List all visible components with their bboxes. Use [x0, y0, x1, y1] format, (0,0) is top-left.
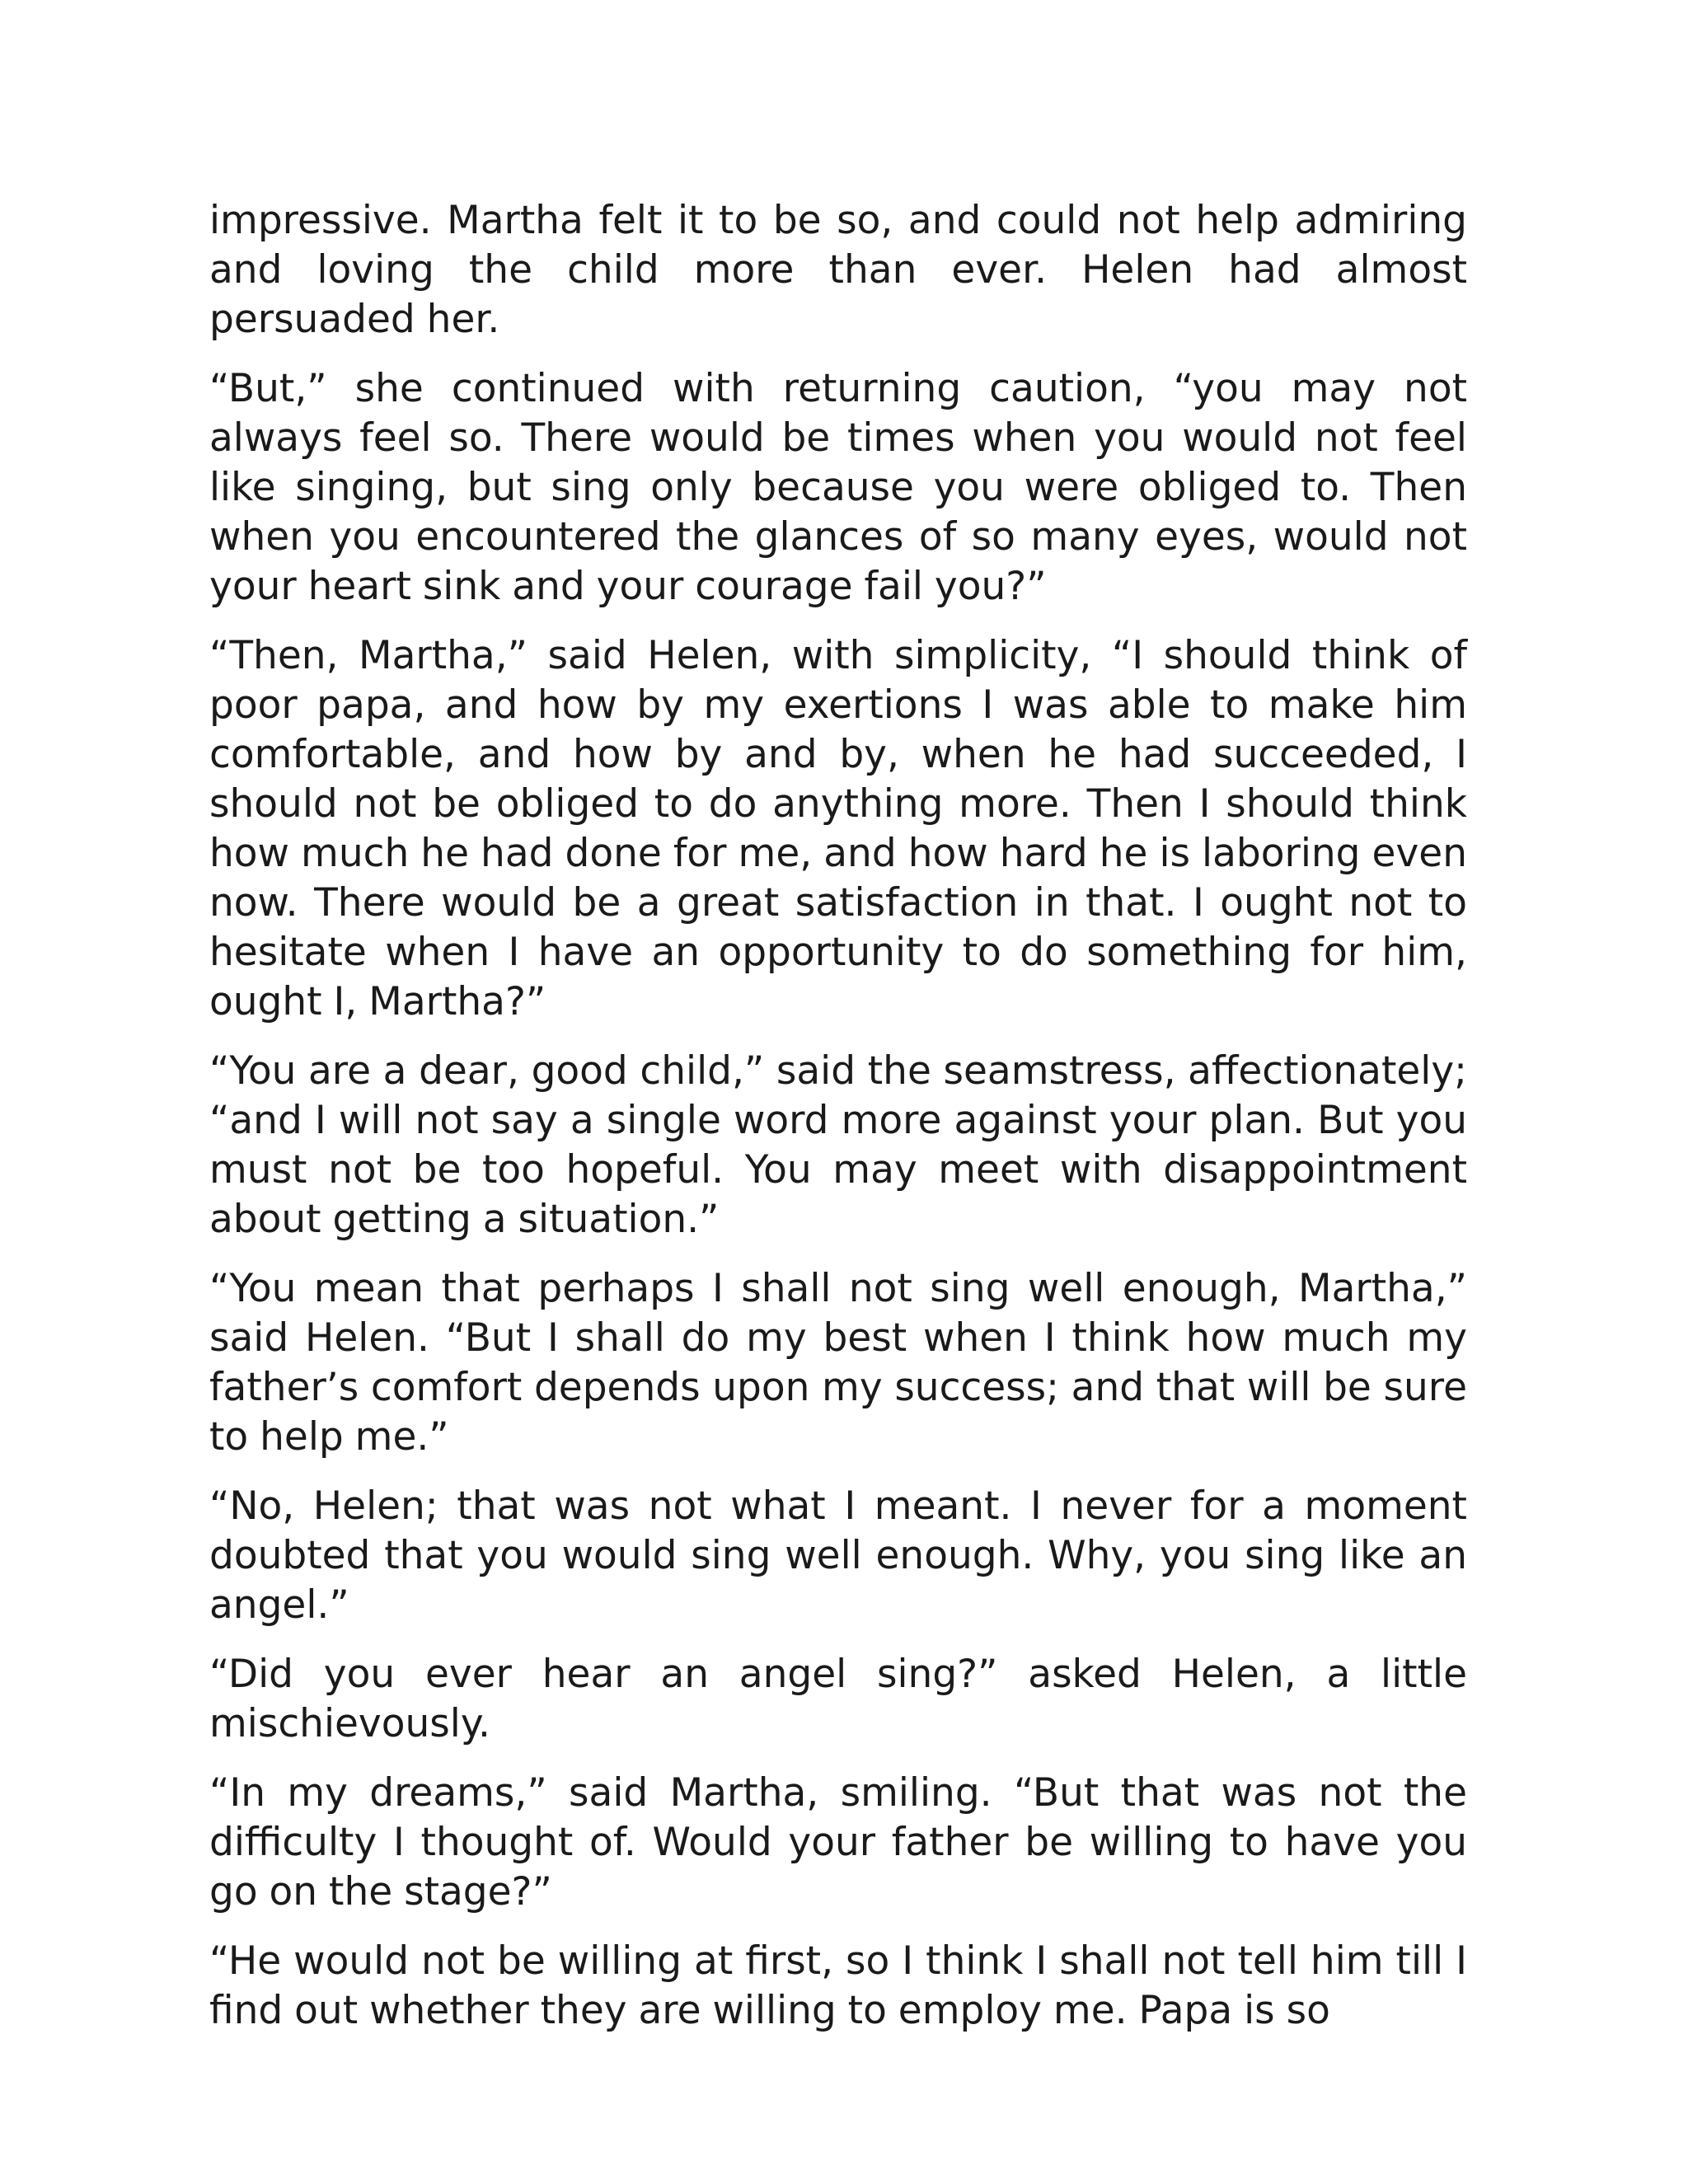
paragraph-2: “But,” she continued with returning caution, “you may not always feel so. There would be times when you would not feel like singing, but sing only because you were obliged to. Then when you encountered the glances of so many eyes, would not your heart sink and your courage fail you?” — [209, 366, 1467, 609]
paragraph-8: “In my dreams,” said Martha, smiling. “But that was not the difficulty I thought of. Would your father be willing to have you go on the stage?” — [209, 1770, 1467, 1915]
paragraph-5: “You mean that perhaps I shall not sing well enough, Martha,” said Helen. “But I shall do my best when I think how much my father’s comfort depends upon my success; and that will be sure to help me.” — [209, 1266, 1467, 1460]
paragraph-7: “Did you ever hear an angel sing?” asked Helen, a little mischievously. — [209, 1652, 1467, 1746]
paragraph-1: impressive. Martha felt it to be so, and could not help admiring and loving the child more than ever. Helen had almost persuaded her. — [209, 198, 1467, 342]
document-page — [209, 196, 1467, 2055]
paragraph-4: “You are a dear, good child,” said the seamstress, affectionately; “and I will not say a single word more against your plan. But you must not be too hopeful. You may meet with disappointment about getting a situation.” — [209, 1048, 1467, 1242]
paragraph-6: “No, Helen; that was not what I meant. I never for a moment doubted that you would sing well enough. Why, you sing like an angel.” — [209, 1483, 1467, 1628]
paragraph-9: “He would not be willing at first, so I think I shall not tell him till I find out whether they are willing to employ me. Papa is so — [209, 1938, 1467, 2033]
paragraph-3: “Then, Martha,” said Helen, with simplicity, “I should think of poor papa, and how by my exertions I was able to make him comfortable, and how by and by, when he had succeeded, I should not be obliged to do anything more. Then I should think how much he had done for me, and how hard he is laboring even now. There would be a great satisfaction in that. I ought not to hesitate when I have an opportunity to do something for him, ought I, Martha?” — [209, 633, 1467, 1024]
